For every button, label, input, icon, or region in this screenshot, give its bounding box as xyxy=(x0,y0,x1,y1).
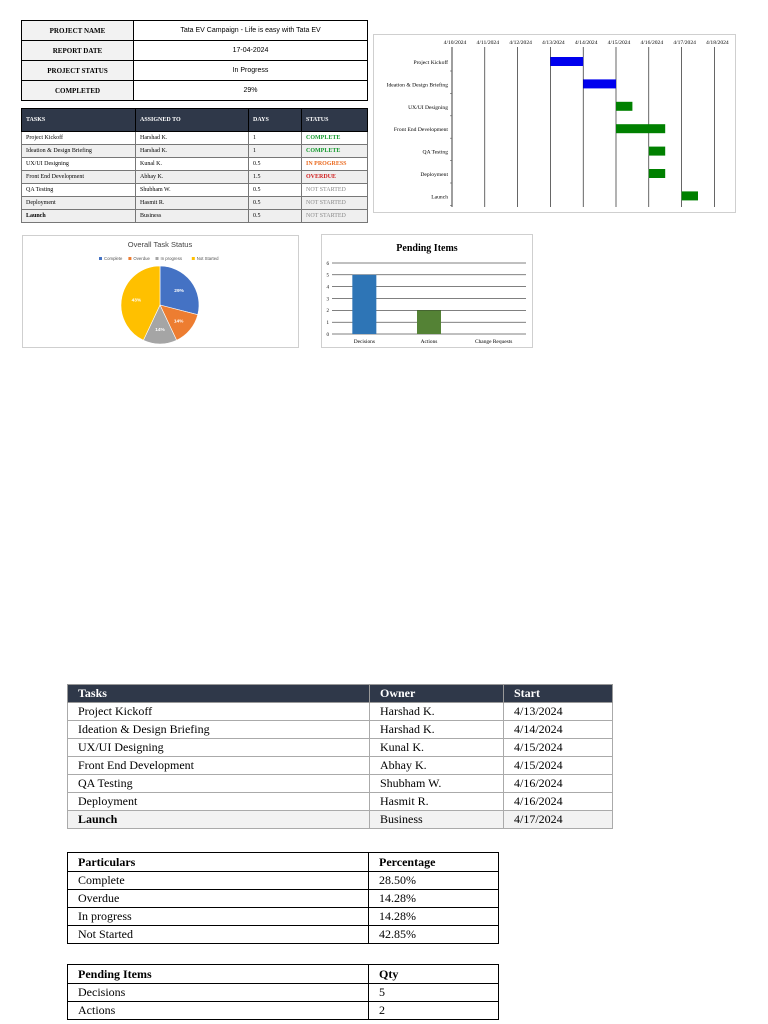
gantt-task-label: Ideation & Design Briefing xyxy=(386,82,448,89)
pie-data-label: 14% xyxy=(155,328,165,334)
bar-category-label: Decisions xyxy=(353,339,375,345)
legend-swatch xyxy=(99,257,102,260)
owner-cell: Kunal K. xyxy=(370,739,504,757)
col-header-percentage: Percentage xyxy=(369,853,499,872)
days-cell: 0.5 xyxy=(249,184,302,197)
pie-title: Overall Task Status xyxy=(127,240,193,249)
gantt-date-label: 4/13/2024 xyxy=(542,40,565,46)
bar-title: Pending Items xyxy=(396,243,458,254)
table-row xyxy=(22,184,368,197)
value-cell: 28.50% xyxy=(369,872,499,890)
col-header-days: DAYS xyxy=(249,109,302,132)
table-row xyxy=(22,210,368,223)
legend-label: In progress xyxy=(160,256,182,262)
table-row xyxy=(68,811,613,829)
legend-label: Overdue xyxy=(133,256,150,262)
gantt-date-label: 4/16/2024 xyxy=(640,40,664,46)
bar-y-tick: 1 xyxy=(326,320,329,326)
gantt-date-label: 4/14/2024 xyxy=(574,40,598,46)
bar-category-label: Actions xyxy=(420,339,438,345)
project-name-label: PROJECT NAME xyxy=(22,21,134,41)
pie-data-label: 43% xyxy=(131,298,142,304)
name-cell: Decisions xyxy=(68,984,369,1002)
value-cell: 14.28% xyxy=(369,890,499,908)
assignee-cell: Hasmit R. xyxy=(136,197,249,210)
bar-svg xyxy=(322,235,532,347)
info-row xyxy=(22,21,368,41)
owner-cell: Hasmit R. xyxy=(370,793,504,811)
days-cell: 1 xyxy=(249,145,302,158)
status-cell: IN PROGRESS xyxy=(302,158,368,171)
task-status-body xyxy=(22,132,368,223)
task-status-pie-chart xyxy=(22,235,299,348)
value-cell: 2 xyxy=(369,1002,499,1020)
pending-items-body xyxy=(68,984,499,1020)
project-status-value: In Progress xyxy=(134,61,368,81)
task-cell: Deployment xyxy=(22,197,136,210)
table-row xyxy=(68,739,613,757)
gantt-task-label: UX/UI Designing xyxy=(408,104,448,111)
task-cell: Launch xyxy=(22,210,136,223)
start-cell: 4/15/2024 xyxy=(504,739,613,757)
table-row xyxy=(68,1002,499,1020)
pie-data-label: 29% xyxy=(174,289,184,295)
info-row xyxy=(22,41,368,61)
gantt-date-label: 4/12/2024 xyxy=(509,40,532,46)
table-row xyxy=(68,872,499,890)
legend-label: Not Started xyxy=(196,256,219,262)
table-row xyxy=(22,197,368,210)
col-header-start: Start xyxy=(504,685,613,703)
table-row xyxy=(68,793,613,811)
table-row xyxy=(22,132,368,145)
task-cell: Ideation & Design Briefing xyxy=(22,145,136,158)
table-row xyxy=(68,890,499,908)
status-cell: NOT STARTED xyxy=(302,184,368,197)
task-cell: Front End Development xyxy=(22,171,136,184)
assignee-cell: Harshad K. xyxy=(136,145,249,158)
table-header-row xyxy=(68,965,499,984)
col-header-tasks: Tasks xyxy=(68,685,370,703)
start-cell: 4/17/2024 xyxy=(504,811,613,829)
name-cell: Overdue xyxy=(68,890,369,908)
bar xyxy=(352,275,376,334)
table-row xyxy=(22,158,368,171)
gantt-task-label: Launch xyxy=(431,194,448,201)
task-owner-table xyxy=(67,684,613,829)
name-cell: In progress xyxy=(68,908,369,926)
table-header-row xyxy=(68,853,499,872)
assignee-cell: Abhay K. xyxy=(136,171,249,184)
table-row xyxy=(68,757,613,775)
gantt-svg xyxy=(374,35,735,212)
gantt-task-label: Front End Development xyxy=(393,127,448,134)
project-info-table xyxy=(21,20,368,101)
legend-label: Complete xyxy=(104,256,123,262)
table-row xyxy=(68,721,613,739)
bar xyxy=(417,310,441,334)
days-cell: 0.5 xyxy=(249,210,302,223)
start-cell: 4/14/2024 xyxy=(504,721,613,739)
assignee-cell: Harshad K. xyxy=(136,132,249,145)
col-header-pending-items: Pending Items xyxy=(68,965,369,984)
bar-y-tick: 3 xyxy=(326,297,329,303)
table-row xyxy=(68,703,613,721)
task-cell: Ideation & Design Briefing xyxy=(68,721,370,739)
assignee-cell: Kunal K. xyxy=(136,158,249,171)
gantt-date-label: 4/11/2024 xyxy=(476,40,500,46)
completed-value: 29% xyxy=(134,81,368,101)
gantt-task-label: QA Testing xyxy=(422,149,448,156)
project-name-value: Tata EV Campaign - Life is easy with Tata EV xyxy=(134,21,368,41)
project-status-label: PROJECT STATUS xyxy=(22,61,134,81)
pie-svg xyxy=(23,236,298,347)
days-cell: 0.5 xyxy=(249,197,302,210)
value-cell: 42.85% xyxy=(369,926,499,944)
table-row xyxy=(68,908,499,926)
col-header-particulars: Particulars xyxy=(68,853,369,872)
owner-cell: Abhay K. xyxy=(370,757,504,775)
pending-items-bar-chart xyxy=(321,234,533,348)
table-header-row xyxy=(22,109,368,132)
gantt-bar xyxy=(649,147,665,156)
table-row xyxy=(22,145,368,158)
report-date-label: REPORT DATE xyxy=(22,41,134,61)
legend-swatch xyxy=(128,257,131,260)
table-row xyxy=(68,926,499,944)
gantt-date-label: 4/17/2024 xyxy=(673,40,696,46)
gantt-bar xyxy=(550,57,583,66)
value-cell: 5 xyxy=(369,984,499,1002)
bar-y-tick: 4 xyxy=(326,285,329,291)
status-cell: NOT STARTED xyxy=(302,210,368,223)
status-cell: NOT STARTED xyxy=(302,197,368,210)
assignee-cell: Shubham W. xyxy=(136,184,249,197)
days-cell: 0.5 xyxy=(249,158,302,171)
gantt-bar xyxy=(616,102,632,111)
table-row xyxy=(68,984,499,1002)
gantt-date-label: 4/18/2024 xyxy=(706,40,729,46)
col-header-owner: Owner xyxy=(370,685,504,703)
task-cell: Project Kickoff xyxy=(22,132,136,145)
gantt-bar xyxy=(682,191,698,200)
info-row xyxy=(22,81,368,101)
status-cell: COMPLETE xyxy=(302,145,368,158)
task-cell: Front End Development xyxy=(68,757,370,775)
name-cell: Actions xyxy=(68,1002,369,1020)
owner-cell: Harshad K. xyxy=(370,703,504,721)
task-status-table xyxy=(21,108,368,223)
bar-y-tick: 2 xyxy=(326,309,329,315)
bar-category-label: Change Requests xyxy=(475,339,513,345)
owner-cell: Business xyxy=(370,811,504,829)
legend-swatch xyxy=(192,257,195,260)
pie-data-label: 14% xyxy=(173,319,184,325)
table-header-row xyxy=(68,685,613,703)
start-cell: 4/15/2024 xyxy=(504,757,613,775)
report-date-value: 17-04-2024 xyxy=(134,41,368,61)
info-row xyxy=(22,61,368,81)
col-header-tasks: TASKS xyxy=(22,109,136,132)
particulars-table xyxy=(67,852,499,944)
gantt-chart xyxy=(373,34,736,213)
particulars-body xyxy=(68,872,499,944)
col-header-qty: Qty xyxy=(369,965,499,984)
gantt-bar xyxy=(616,124,665,133)
gantt-task-label: Deployment xyxy=(420,172,448,178)
start-cell: 4/16/2024 xyxy=(504,775,613,793)
table-row xyxy=(22,171,368,184)
assignee-cell: Business xyxy=(136,210,249,223)
status-cell: COMPLETE xyxy=(302,132,368,145)
name-cell: Not Started xyxy=(68,926,369,944)
bar-y-tick: 5 xyxy=(326,273,329,279)
gantt-task-label: Project Kickoff xyxy=(413,60,448,66)
gantt-bar xyxy=(583,79,616,88)
start-cell: 4/16/2024 xyxy=(504,793,613,811)
owner-cell: Shubham W. xyxy=(370,775,504,793)
task-cell: QA Testing xyxy=(22,184,136,197)
task-cell: Deployment xyxy=(68,793,370,811)
value-cell: 14.28% xyxy=(369,908,499,926)
gantt-date-label: 4/10/2024 xyxy=(443,40,467,46)
days-cell: 1 xyxy=(249,132,302,145)
completed-label: COMPLETED xyxy=(22,81,134,101)
bar-y-tick: 0 xyxy=(326,332,329,338)
task-owner-body xyxy=(68,703,613,829)
task-cell: Project Kickoff xyxy=(68,703,370,721)
name-cell: Complete xyxy=(68,872,369,890)
task-cell: UX/UI Designing xyxy=(22,158,136,171)
start-cell: 4/13/2024 xyxy=(504,703,613,721)
gantt-date-label: 4/15/2024 xyxy=(607,40,631,46)
table-row xyxy=(68,775,613,793)
task-cell: UX/UI Designing xyxy=(68,739,370,757)
legend-swatch xyxy=(156,257,159,260)
status-cell: OVERDUE xyxy=(302,171,368,184)
task-cell: QA Testing xyxy=(68,775,370,793)
days-cell: 1.5 xyxy=(249,171,302,184)
owner-cell: Harshad K. xyxy=(370,721,504,739)
gantt-bar xyxy=(649,169,665,178)
bar-y-tick: 6 xyxy=(326,261,329,267)
col-header-assigned: ASSIGNED TO xyxy=(136,109,249,132)
pending-items-table xyxy=(67,964,499,1020)
task-cell: Launch xyxy=(68,811,370,829)
col-header-status: STATUS xyxy=(302,109,368,132)
